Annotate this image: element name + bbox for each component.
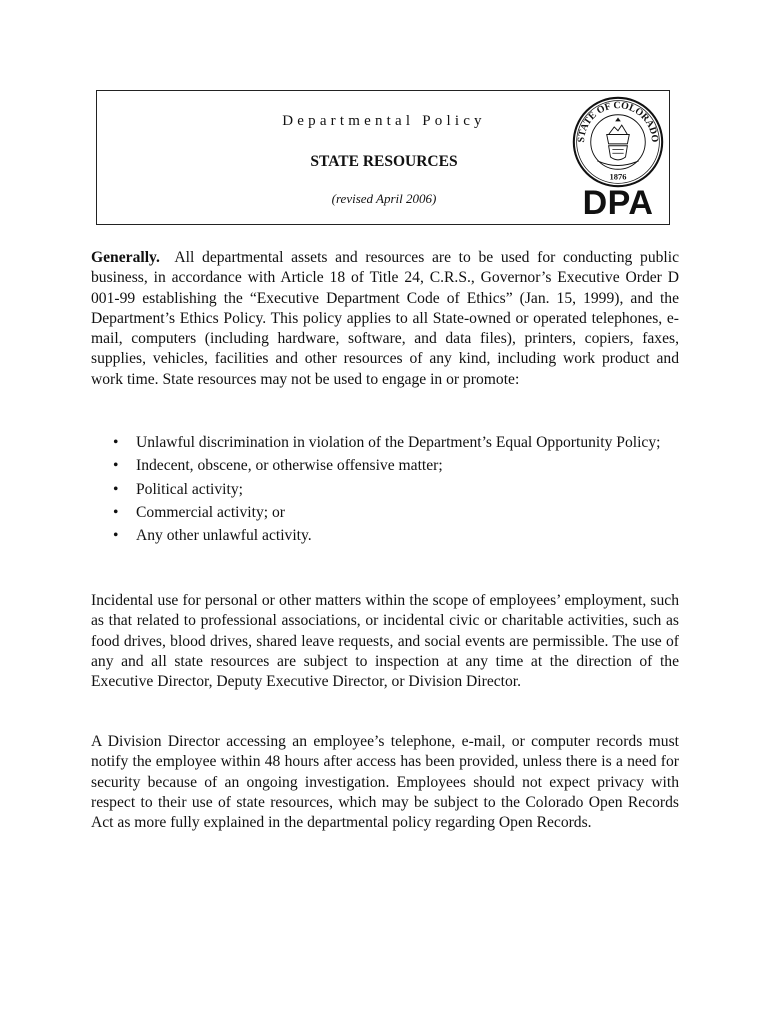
policy-heading: Departmental Policy: [282, 113, 486, 129]
seal-top-text: STATE OF COLORADO: [576, 100, 661, 143]
revision-note: (revised April 2006): [331, 191, 437, 206]
paragraph-generally-text: All departmental assets and resources are to be used for conducting public business, in accordance with Article 18 of Title 24, C.R.S., Governor’s Executive Order D 001-99 establishing the “Executive Department Code of Ethics” (Jan. 15, 1999), and the Department’s Ethics Policy. This policy applies to all State-owned or operated telephones, e-mail, computers (including hardware, software, and data files), printers, copiers, faxes, supplies, vehicles, facilities and other resources of any kind, including work product and work time. State resources may not be used to engage in or promote:: [91, 249, 679, 388]
dpa-logo: DPA: [582, 184, 654, 222]
state-of-colorado-seal-icon: [571, 95, 665, 189]
bullet-icon: •: [113, 457, 119, 475]
policy-header-box: [96, 90, 670, 225]
bullet-icon: •: [113, 527, 119, 545]
list-item: • Any other unlawful activity.: [91, 526, 679, 546]
policy-title: STATE RESOURCES: [310, 153, 458, 170]
paragraph-incidental-use: Incidental use for personal or other matters within the scope of employees’ employment, such as that related to professional associations, or incidental civic or charitable activities, such as food drives, blood drives, shared leave requests, and social events are permissible. The use of any and all state resources are subject to inspection at any time at the direction of the Executive Director, Deputy Executive Director, or Division Director.: [91, 592, 679, 691]
bullet-icon: •: [113, 480, 119, 498]
list-item: • Political activity;: [91, 480, 679, 500]
paragraph-division-director: A Division Director accessing an employee’s telephone, e-mail, or computer records must notify the employee within 48 hours after access has been provided, unless there is a need for security because of an ongoing investigation. Employees should not expect privacy with respect to their use of state resources, which may be subject to the Colorado Open Records Act as more fully explained in the departmental policy regarding Open Records.: [91, 733, 679, 832]
bullet-icon: •: [113, 434, 119, 451]
paragraph-lead: Generally.: [91, 249, 160, 266]
paragraph-generally: [91, 248, 679, 390]
list-item: • Indecent, obscene, or otherwise offensive matter;: [91, 456, 679, 476]
prohibited-uses-list: [91, 433, 679, 549]
seal-year: 1876: [609, 171, 627, 182]
bullet-icon: •: [113, 503, 119, 521]
list-item: • Commercial activity; or: [91, 503, 679, 523]
list-item: • Unlawful discrimination in violation of the Department’s Equal Opportunity Policy;: [91, 433, 679, 453]
